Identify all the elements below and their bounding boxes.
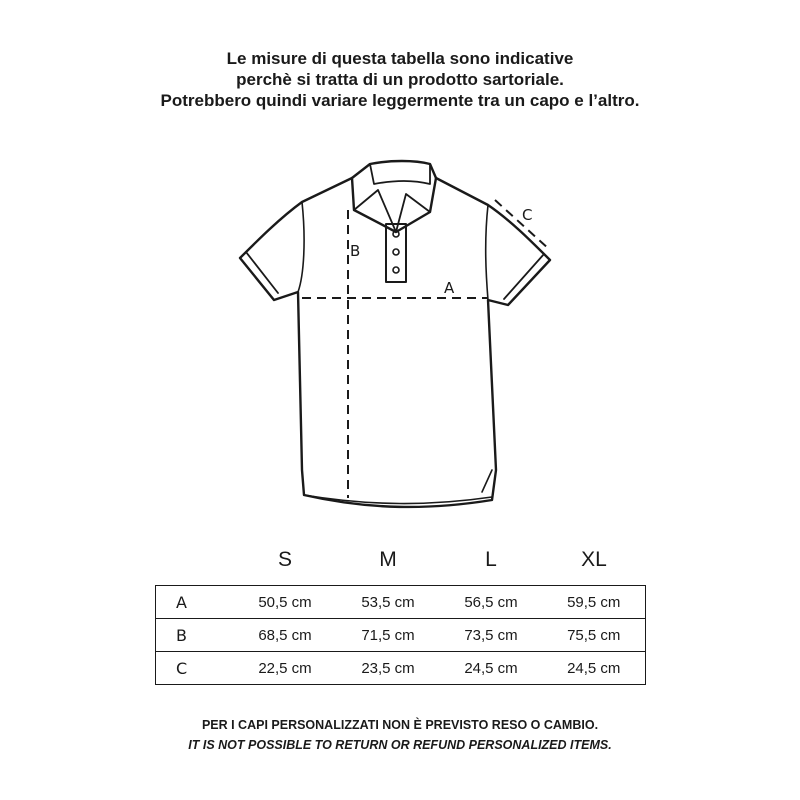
- table-row: [156, 652, 646, 685]
- right-cuff: [504, 254, 550, 305]
- policy-english: IT IS NOT POSSIBLE TO RETURN OR REFUND PERSONALIZED ITEMS.: [188, 738, 612, 752]
- collar: [352, 161, 436, 232]
- intro-line: perchè si tratta di un prodotto sartoriale.: [236, 70, 564, 89]
- table-cell: 24,5 cm: [543, 652, 646, 685]
- table-cell: 59,5 cm: [543, 586, 646, 619]
- size-header: XL: [581, 548, 607, 571]
- policy-italian: PER I CAPI PERSONALIZZATI NON È PREVISTO RESO O CAMBIO.: [201, 718, 599, 732]
- table-cell: 56,5 cm: [440, 586, 543, 619]
- polo-shirt-outline-icon: [230, 150, 570, 520]
- table-cell: 75,5 cm: [543, 619, 646, 652]
- table-row: [156, 586, 646, 619]
- label-b: B: [350, 242, 361, 260]
- placket-button: [393, 267, 399, 273]
- table-cell: 24,5 cm: [440, 652, 543, 685]
- table-cell: 68,5 cm: [234, 619, 337, 652]
- row-label: C: [156, 652, 234, 685]
- intro-line: Potrebbero quindi variare leggermente tra un capo e l’altro.: [160, 91, 640, 110]
- collar-fold: [354, 190, 430, 232]
- table-cell: 23,5 cm: [337, 652, 440, 685]
- return-policy-note: [0, 715, 800, 755]
- left-cuff: [240, 252, 278, 300]
- size-header: L: [485, 548, 497, 571]
- left-armhole-seam: [298, 202, 304, 292]
- size-table: [155, 548, 646, 685]
- size-header: S: [277, 548, 292, 571]
- right-armhole-seam: [486, 205, 488, 300]
- row-label: B: [156, 619, 234, 652]
- hem: [304, 495, 492, 504]
- side-vent: [482, 470, 492, 492]
- row-label: A: [156, 586, 234, 619]
- size-header: M: [379, 548, 397, 571]
- table-cell: 73,5 cm: [440, 619, 543, 652]
- table-cell: 50,5 cm: [234, 586, 337, 619]
- table-cell: 53,5 cm: [337, 586, 440, 619]
- placket-button: [393, 249, 399, 255]
- table-cell: 22,5 cm: [234, 652, 337, 685]
- table-row: [156, 619, 646, 652]
- intro-line: Le misure di questa tabella sono indicative: [226, 49, 574, 68]
- shirt-body-outline: [240, 178, 550, 507]
- table-cell: 71,5 cm: [337, 619, 440, 652]
- collar-inner: [370, 164, 430, 184]
- label-a: A: [444, 279, 455, 297]
- intro-note: [0, 48, 800, 111]
- label-c: C: [522, 206, 533, 224]
